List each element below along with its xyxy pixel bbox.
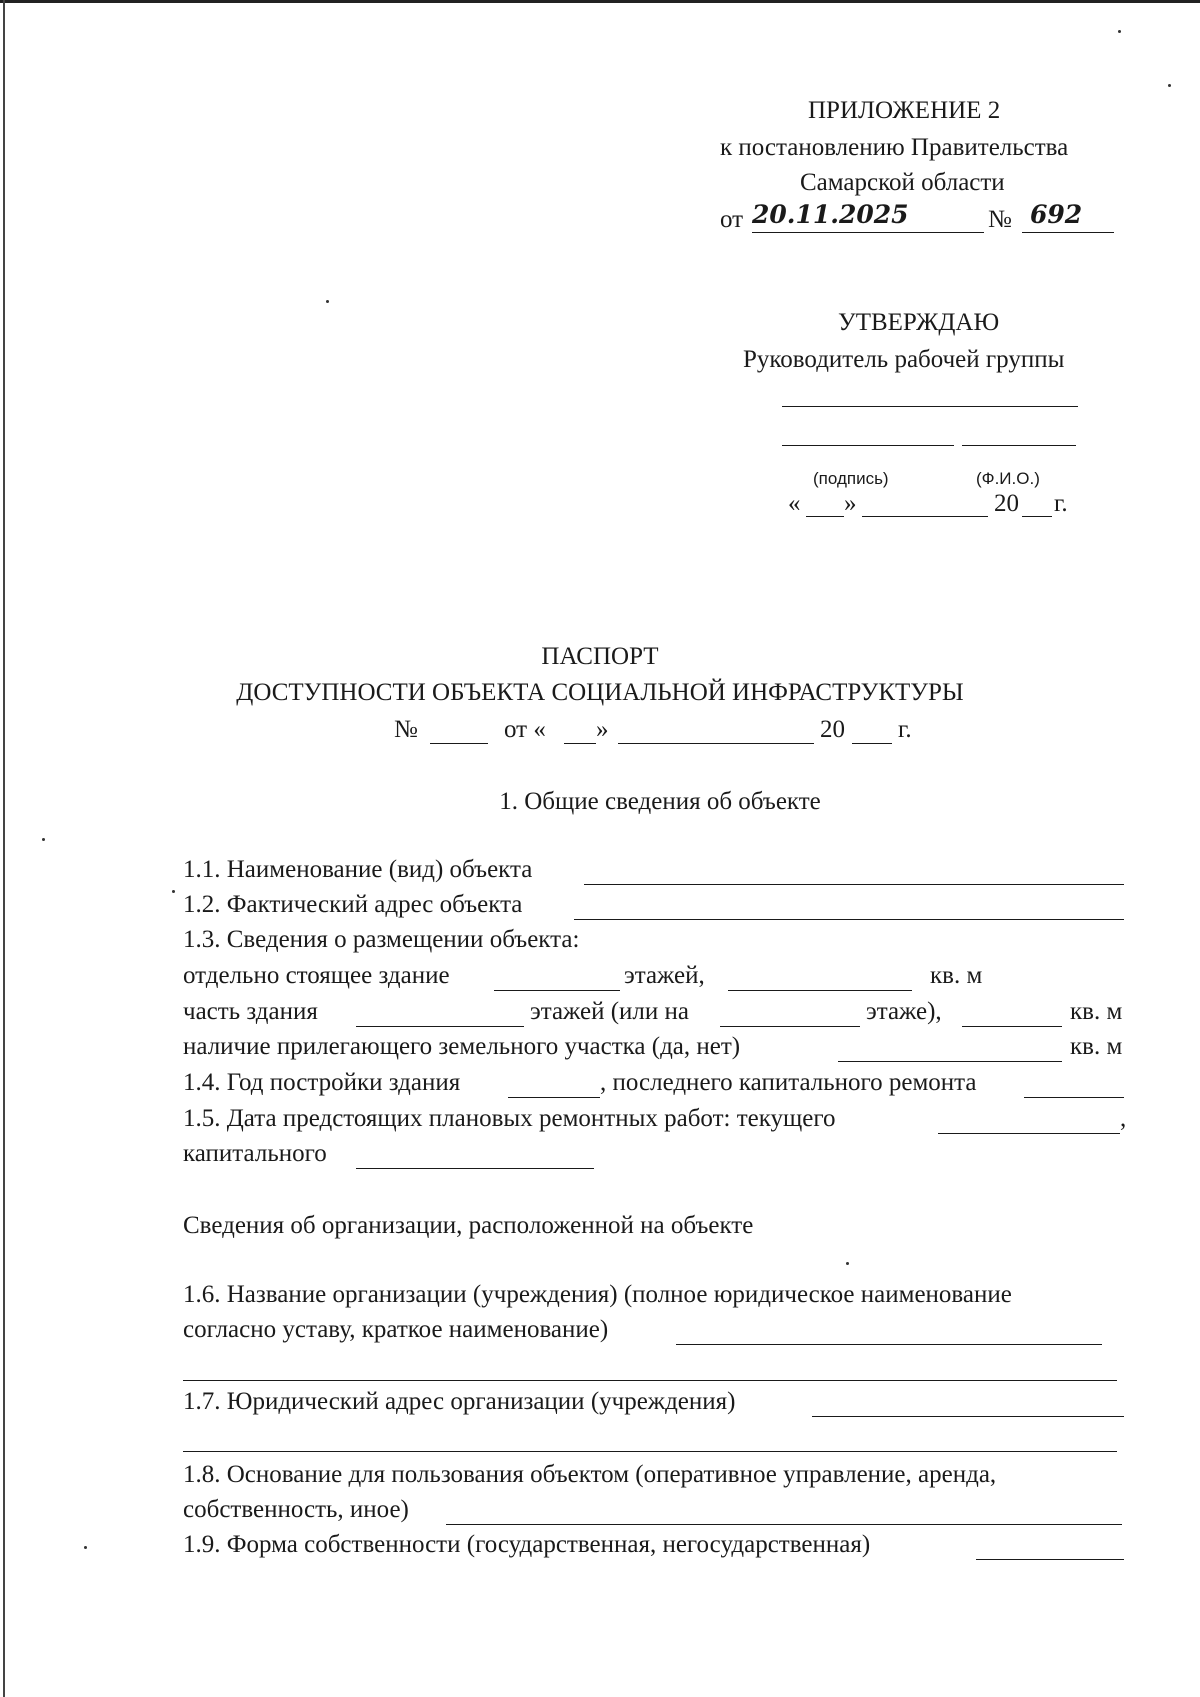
scan-speck	[42, 838, 45, 841]
appendix-line2: Самарской области	[800, 169, 1005, 196]
field-1-3b-floor-line	[720, 1026, 860, 1027]
passport-title: ПАСПОРТ	[541, 643, 659, 670]
field-1-3b-floors-line	[356, 1026, 524, 1027]
approval-month-line	[862, 516, 988, 517]
handwritten-number: 692	[1030, 200, 1083, 229]
field-1-1-label: 1.1. Наименование (вид) объекта	[183, 856, 533, 883]
scan-speck	[846, 1262, 849, 1265]
field-1-8-label-cont: собственность, иное)	[183, 1496, 409, 1523]
field-1-3a-label: отдельно стоящее здание	[183, 962, 450, 989]
passport-date-close: »	[596, 716, 609, 743]
field-1-7-line	[812, 1416, 1124, 1417]
field-1-4-year-line	[508, 1097, 600, 1098]
passport-year-suffix: г.	[898, 716, 912, 743]
field-1-3a-area-line	[728, 990, 912, 991]
appendix-line1: к постановлению Правительства	[720, 134, 1069, 161]
field-1-3a-floors-label: этажей,	[624, 962, 705, 989]
field-1-7-label: 1.7. Юридический адрес организации (учреждения)	[183, 1388, 736, 1415]
passport-year-line	[852, 743, 892, 744]
approval-line	[782, 406, 1078, 407]
approval-role: Руководитель рабочей группы	[743, 346, 1065, 373]
field-1-4-label: 1.4. Год постройки здания	[183, 1069, 461, 1096]
field-1-2-label: 1.2. Фактический адрес объекта	[183, 891, 523, 918]
field-1-7-line-2	[183, 1451, 1117, 1452]
field-1-5-capital-label: капитального	[183, 1140, 327, 1167]
signature-label: (подпись)	[813, 469, 889, 488]
passport-year-prefix: 20	[820, 716, 845, 743]
handwritten-date: 20.11.2025	[752, 200, 909, 229]
field-1-8-line	[446, 1524, 1122, 1525]
field-1-3c-label: наличие прилегающего земельного участка (да, нет)	[183, 1033, 741, 1060]
field-1-5-capital-line	[356, 1168, 594, 1169]
scan-speck	[172, 890, 175, 893]
passport-number-prefix: №	[394, 716, 418, 743]
approval-day-line	[806, 516, 844, 517]
approval-date-close: »	[844, 490, 857, 517]
field-1-9-line	[976, 1559, 1124, 1560]
field-1-1-line	[584, 884, 1124, 885]
scan-speck	[326, 300, 329, 303]
org-heading: Сведения об организации, расположенной на объекте	[183, 1212, 754, 1239]
number-underline	[1022, 232, 1114, 233]
field-1-6-label-cont: согласно уставу, краткое наименование)	[183, 1316, 609, 1343]
field-1-3b-unit: кв. м	[1070, 998, 1123, 1025]
scan-speck	[1168, 84, 1171, 87]
field-1-8-label: 1.8. Основание для пользования объектом (оперативное управление, аренда,	[183, 1461, 997, 1488]
page-left-edge	[3, 0, 5, 1697]
approval-title: УТВЕРЖДАЮ	[838, 309, 1000, 336]
field-1-3b-area-line	[962, 1026, 1062, 1027]
date-underline	[752, 232, 984, 233]
section1-heading: 1. Общие сведения об объекте	[499, 788, 821, 815]
scan-speck	[1118, 30, 1121, 33]
field-1-3a-unit: кв. м	[930, 962, 983, 989]
field-1-3-label: 1.3. Сведения о размещении объекта:	[183, 926, 580, 953]
field-1-9-label: 1.9. Форма собственности (государственная, негосударственная)	[183, 1531, 871, 1558]
field-1-5-comma: ,	[1120, 1105, 1127, 1132]
field-1-4-repair-label: , последнего капитального ремонта	[600, 1069, 977, 1096]
approval-date-open: «	[788, 490, 801, 517]
field-1-3b-label: часть здания	[183, 998, 318, 1025]
fio-label: (Ф.И.О.)	[976, 469, 1040, 488]
passport-subtitle: ДОСТУПНОСТИ ОБЪЕКТА СОЦИАЛЬНОЙ ИНФРАСТРУКТУРЫ	[236, 679, 964, 706]
field-1-2-line	[574, 919, 1124, 920]
page-top-edge	[0, 0, 1200, 3]
scan-speck	[84, 1546, 87, 1549]
field-1-3a-floors-line	[494, 990, 620, 991]
passport-date-prefix: от «	[504, 716, 546, 743]
approval-year-line	[1022, 516, 1052, 517]
field-1-6-label: 1.6. Название организации (учреждения) (полное юридическое наименование	[183, 1281, 1012, 1308]
field-1-4-repair-line	[1024, 1097, 1124, 1098]
passport-month-line	[618, 743, 814, 744]
approval-year-prefix: 20	[994, 490, 1019, 517]
field-1-3b-floor-label: этаже),	[866, 998, 942, 1025]
field-1-3c-line	[838, 1061, 1062, 1062]
date-prefix: от	[720, 206, 744, 233]
field-1-6-line-2	[183, 1380, 1117, 1381]
passport-day-line	[564, 743, 596, 744]
field-1-6-line	[676, 1344, 1102, 1345]
field-1-5-current-line	[938, 1133, 1120, 1134]
number-prefix: №	[988, 206, 1012, 233]
passport-number-line	[430, 743, 488, 744]
field-1-5-label: 1.5. Дата предстоящих плановых ремонтных работ: текущего	[183, 1105, 836, 1132]
field-1-3b-floors-label: этажей (или на	[530, 998, 690, 1025]
fio-line	[962, 445, 1076, 446]
approval-year-suffix: г.	[1054, 490, 1068, 517]
appendix-title: ПРИЛОЖЕНИЕ 2	[808, 97, 1001, 124]
field-1-3c-unit: кв. м	[1070, 1033, 1123, 1060]
signature-line	[782, 445, 954, 446]
